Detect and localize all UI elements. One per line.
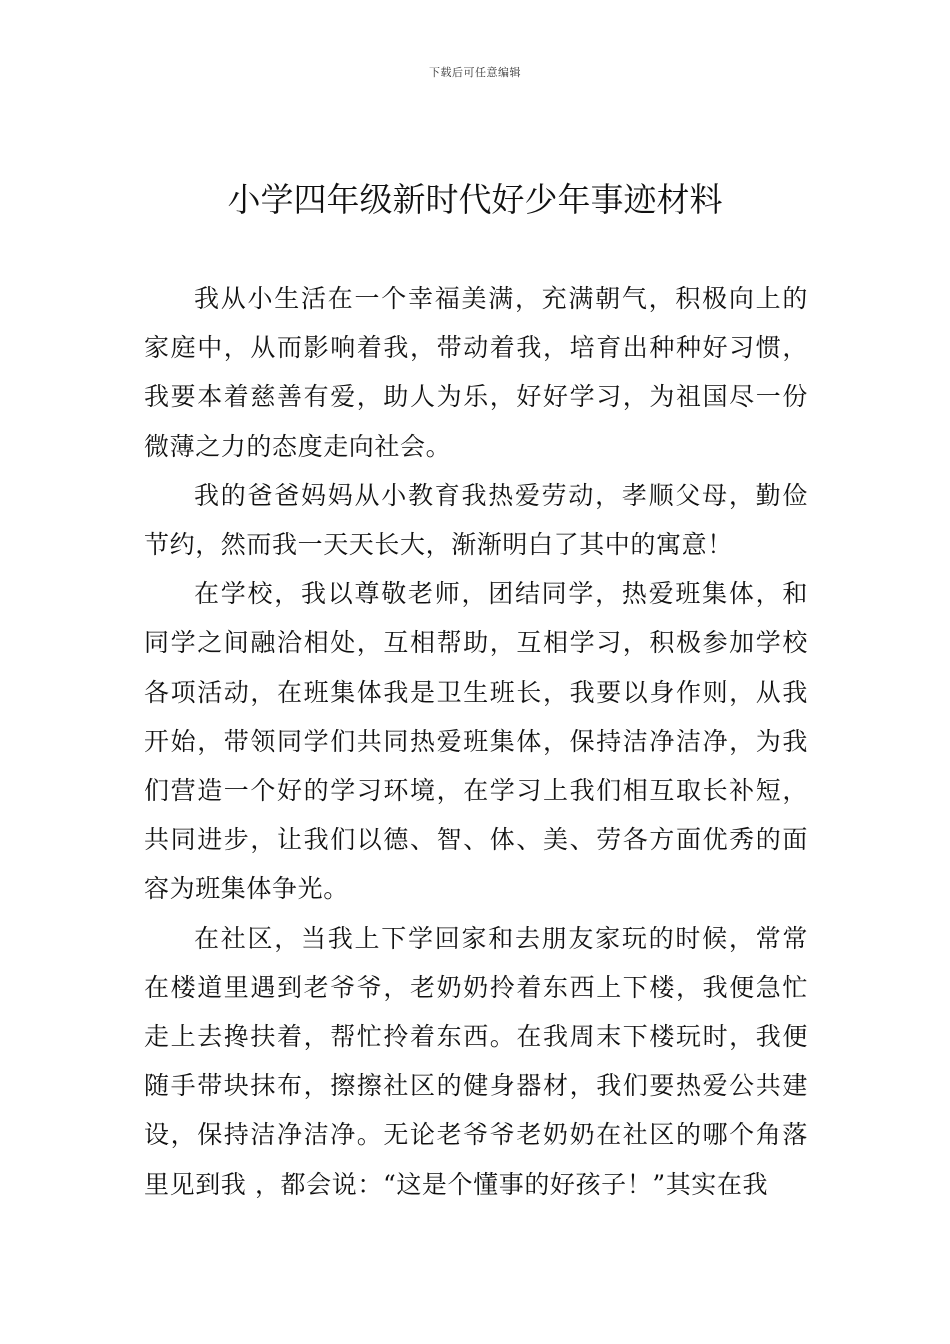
paragraph-4: 在社区，当我上下学回家和去朋友家玩的时候，常常在楼道里遇到老爷爷，老奶奶拎着东西上下楼，我便急忙走上去搀扶着，帮忙拎着东西。在我周末下楼玩时，我便随手带块抹布，擦擦社区的健身器材，我们要热爱公共建设，保持洁净洁净。无论老爷爷老奶奶在社区的哪个角落里见到我 ，都会说：“这是个懂事的好孩子！”其实在我 [144,923,808,1199]
document-title: 小学四年级新时代好少年事迹材料 [227,180,723,219]
paragraph-1: 我从小生活在一个幸福美满，充满朝气，积极向上的家庭中，从而影响着我，带动着我，培育出种种好习惯，我要本着慈善有爱，助人为乐，好好学习，为祖国尽一份微薄之力的态度走向社会。 [144,284,808,461]
document-body [144,274,808,1209]
paragraph-2: 我的爸爸妈妈从小教育我热爱劳动，孝顺父母，勤俭节约，然而我一天天长大，渐渐明白了其中的寓意！ [144,480,808,560]
page-header-note: 下载后可任意编辑 [429,66,521,79]
paragraph-3: 在学校，我以尊敬老师，团结同学，热爱班集体，和同学之间融洽相处，互相帮助，互相学习，积极参加学校各项活动，在班集体我是卫生班长，我要以身作则，从我开始，带领同学们共同热爱班集体，保持洁净洁净，为我们营造一个好的学习环境，在学习上我们相互取长补短，共同进步，让我们以德、智、体、美、劳各方面优秀的面容为班集体争光。 [144,579,808,904]
